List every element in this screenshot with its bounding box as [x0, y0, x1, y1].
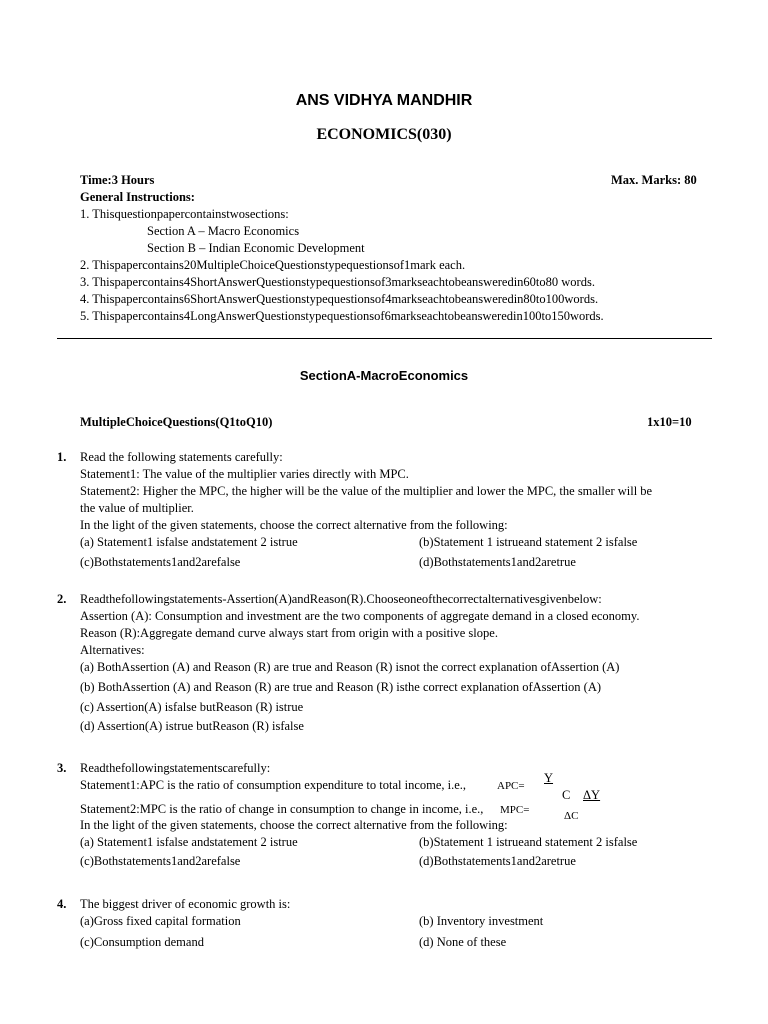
q3-line2: Statement1:APC is the ratio of consumption expenditure to total income, i.e., — [80, 778, 467, 792]
q4-option-a: (a)Gross fixed capital formation — [80, 914, 241, 928]
q3-mpc-label: MPC= — [500, 804, 530, 816]
q2-line4: Alternatives: — [80, 643, 145, 657]
subject-title: ECONOMICS(030) — [316, 126, 452, 143]
q3-apc-denominator: C — [562, 788, 571, 802]
q2-line2: Assertion (A): Consumption and investment are the two components of aggregate demand in a closed economy. — [80, 609, 640, 623]
q2-line3: Reason (R):Aggregate demand curve always start from origin with a positive slope. — [80, 626, 498, 640]
q2-line1: Readthefollowingstatements-Assertion(A)andReason(R).Chooseoneofthecorrectalternativesgivenbelow: — [80, 592, 602, 606]
q3-option-c: (c)Bothstatements1and2arefalse — [80, 854, 241, 868]
q2-option-a: (a) BothAssertion (A) and Reason (R) are true and Reason (R) isnot the correct explanation ofAssertion (A) — [80, 660, 620, 674]
instruction-2: 2. Thispapercontains20MultipleChoiceQuestionstypequestionsof1mark each. — [80, 258, 466, 272]
divider — [57, 338, 712, 339]
q1-option-a: (a) Statement1 isfalse andstatement 2 istrue — [80, 535, 298, 549]
q4-line1: The biggest driver of economic growth is: — [80, 897, 291, 911]
q3-option-d: (d)Bothstatements1and2aretrue — [419, 854, 576, 868]
q4-option-d: (d) None of these — [419, 935, 507, 949]
q1-line5: In the light of the given statements, choose the correct alternative from the following: — [80, 518, 508, 532]
max-marks-label: Max. Marks: 80 — [611, 173, 697, 187]
q3-line3: Statement2:MPC is the ratio of change in consumption to change in income, i.e., — [80, 802, 484, 816]
q3-number: 3. — [57, 761, 67, 775]
q2-option-b: (b) BothAssertion (A) and Reason (R) are true and Reason (R) isthe correct explanation ofAssertion (A) — [80, 680, 602, 694]
q1-option-d: (d)Bothstatements1and2aretrue — [419, 555, 576, 569]
q3-line1: Readthefollowingstatementscarefully: — [80, 761, 271, 775]
q4-option-c: (c)Consumption demand — [80, 935, 204, 949]
q2-number: 2. — [57, 592, 67, 606]
instruction-1: 1. Thisquestionpapercontainstwosections: — [80, 207, 289, 221]
q2-option-c: (c) Assertion(A) isfalse butReason (R) istrue — [80, 700, 304, 714]
q3-apc-numerator: Y — [544, 771, 554, 785]
q1-option-c: (c)Bothstatements1and2arefalse — [80, 555, 241, 569]
general-instructions-title: General Instructions: — [80, 190, 195, 204]
q3-option-a: (a) Statement1 isfalse andstatement 2 istrue — [80, 835, 298, 849]
q1-line1: Read the following statements carefully: — [80, 450, 283, 464]
school-name: ANS VIDHYA MANDHIR — [295, 92, 473, 109]
q3-option-b: (b)Statement 1 istrueand statement 2 isfalse — [419, 835, 638, 849]
instruction-4: 4. Thispapercontains6ShortAnswerQuestionstypequestionsof4markseachtobeansweredin80to100words. — [80, 292, 599, 306]
q3-line4: In the light of the given statements, choose the correct alternative from the following: — [80, 818, 508, 832]
q4-option-b: (b) Inventory investment — [419, 914, 544, 928]
q3-mpc-denominator: ΔC — [564, 810, 579, 822]
q1-option-b: (b)Statement 1 istrueand statement 2 isfalse — [419, 535, 638, 549]
q1-line2: Statement1: The value of the multiplier varies directly with MPC. — [80, 467, 409, 481]
section-a-title: SectionA-MacroEconomics — [299, 368, 469, 383]
instruction-section-b: Section B – Indian Economic Development — [147, 241, 365, 255]
q4-number: 4. — [57, 897, 67, 911]
q1-line4: the value of multiplier. — [80, 501, 194, 515]
q3-apc-label: APC= — [497, 780, 525, 792]
time-label: Time:3 Hours — [80, 173, 155, 187]
mcq-title: MultipleChoiceQuestions(Q1toQ10) — [80, 415, 273, 429]
q3-mpc-numerator: ΔY — [583, 788, 601, 802]
instruction-5: 5. Thispapercontains4LongAnswerQuestionstypequestionsof6markseachtobeansweredin100to150words. — [80, 309, 604, 323]
q1-number: 1. — [57, 450, 67, 464]
instruction-section-a: Section A – Macro Economics — [147, 224, 300, 238]
q2-option-d: (d) Assertion(A) istrue butReason (R) isfalse — [80, 719, 304, 733]
q1-line3: Statement2: Higher the MPC, the higher will be the value of the multiplier and lower the MPC, the smaller will be — [80, 484, 653, 498]
instruction-3: 3. Thispapercontains4ShortAnswerQuestionstypequestionsof3markseachtobeansweredin60to80 words. — [80, 275, 595, 289]
mcq-marks: 1x10=10 — [647, 415, 692, 429]
